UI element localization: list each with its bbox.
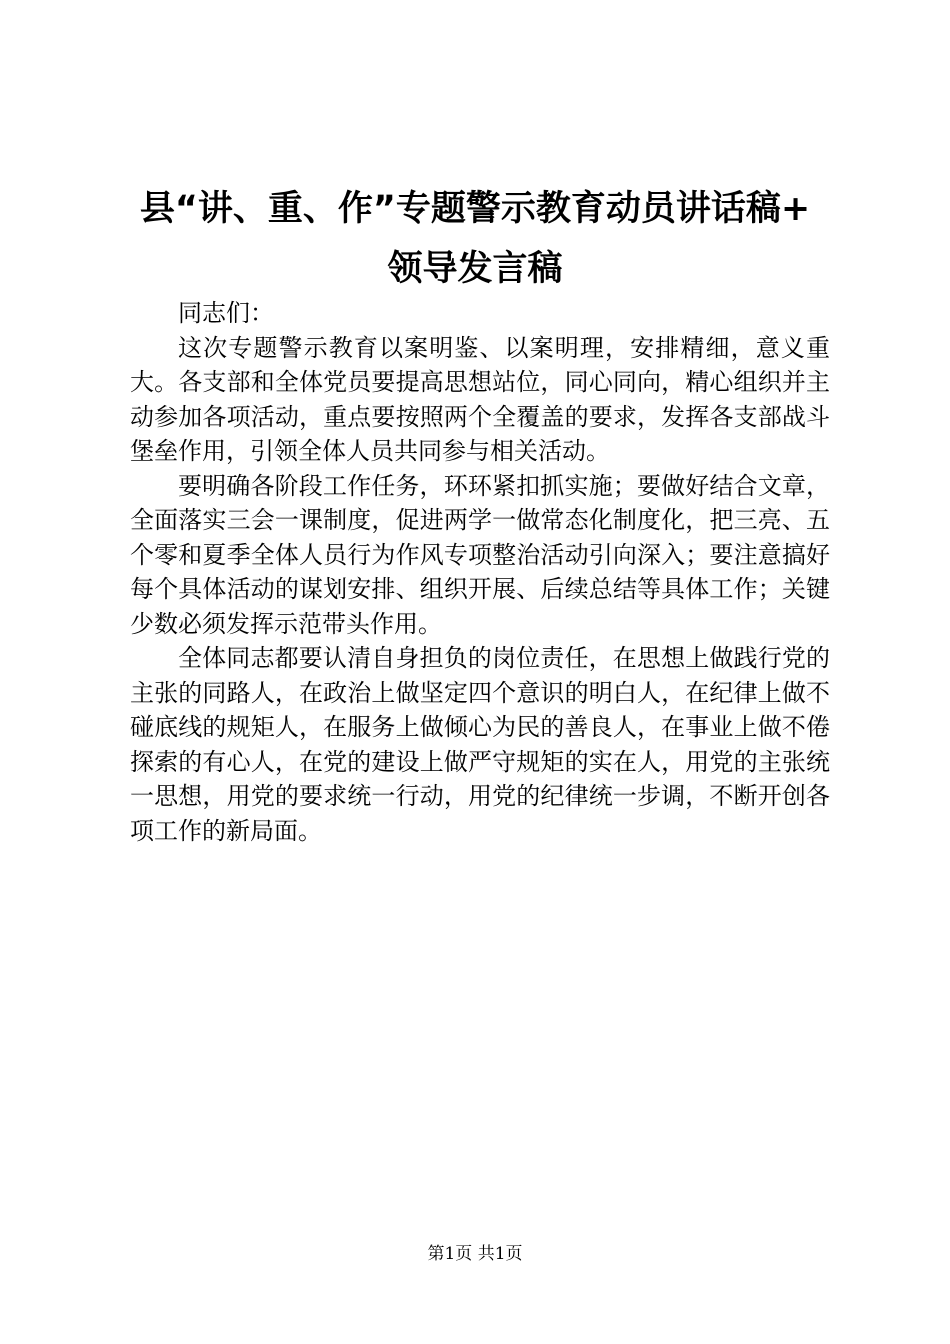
paragraph-2: 要明确各阶段工作任务，环环紧扣抓实施；要做好结合文章，全面落实三会一课制度，促进两学一做常态化制度化，把三亮、五个零和夏季全体人员行为作风专项整治活动引向深入；要注意搞好每个具体活动的谋划安排、组织开展、后续总结等具体工作；关键少数必须发挥示范带头作用。 xyxy=(130,471,830,638)
document-title-line-1: 县“讲、重、作”专题警示教育动员讲话稿+ xyxy=(139,189,811,229)
page-footer: 第1页 共1页 xyxy=(427,1244,523,1264)
document-title-line-2: 领导发言稿 xyxy=(387,249,563,289)
salutation: 同志们： xyxy=(178,299,274,327)
paragraph-3: 全体同志都要认清自身担负的岗位责任，在思想上做践行党的主张的同路人，在政治上做坚定四个意识的明白人，在纪律上做不碰底线的规矩人，在服务上做倾心为民的善良人，在事业上做不倦探索的有心人，在党的建设上做严守规矩的实在人，用党的主张统一思想，用党的要求统一行动，用党的纪律统一步调，不断开创各项工作的新局面。 xyxy=(130,644,830,845)
document-body xyxy=(130,296,830,848)
paragraph-1: 这次专题警示教育以案明鉴、以案明理，安排精细，意义重大。各支部和全体党员要提高思想站位，同心同向，精心组织并主动参加各项活动，重点要按照两个全覆盖的要求，发挥各支部战斗堡垒作用，引领全体人员共同参与相关活动。 xyxy=(130,333,830,465)
